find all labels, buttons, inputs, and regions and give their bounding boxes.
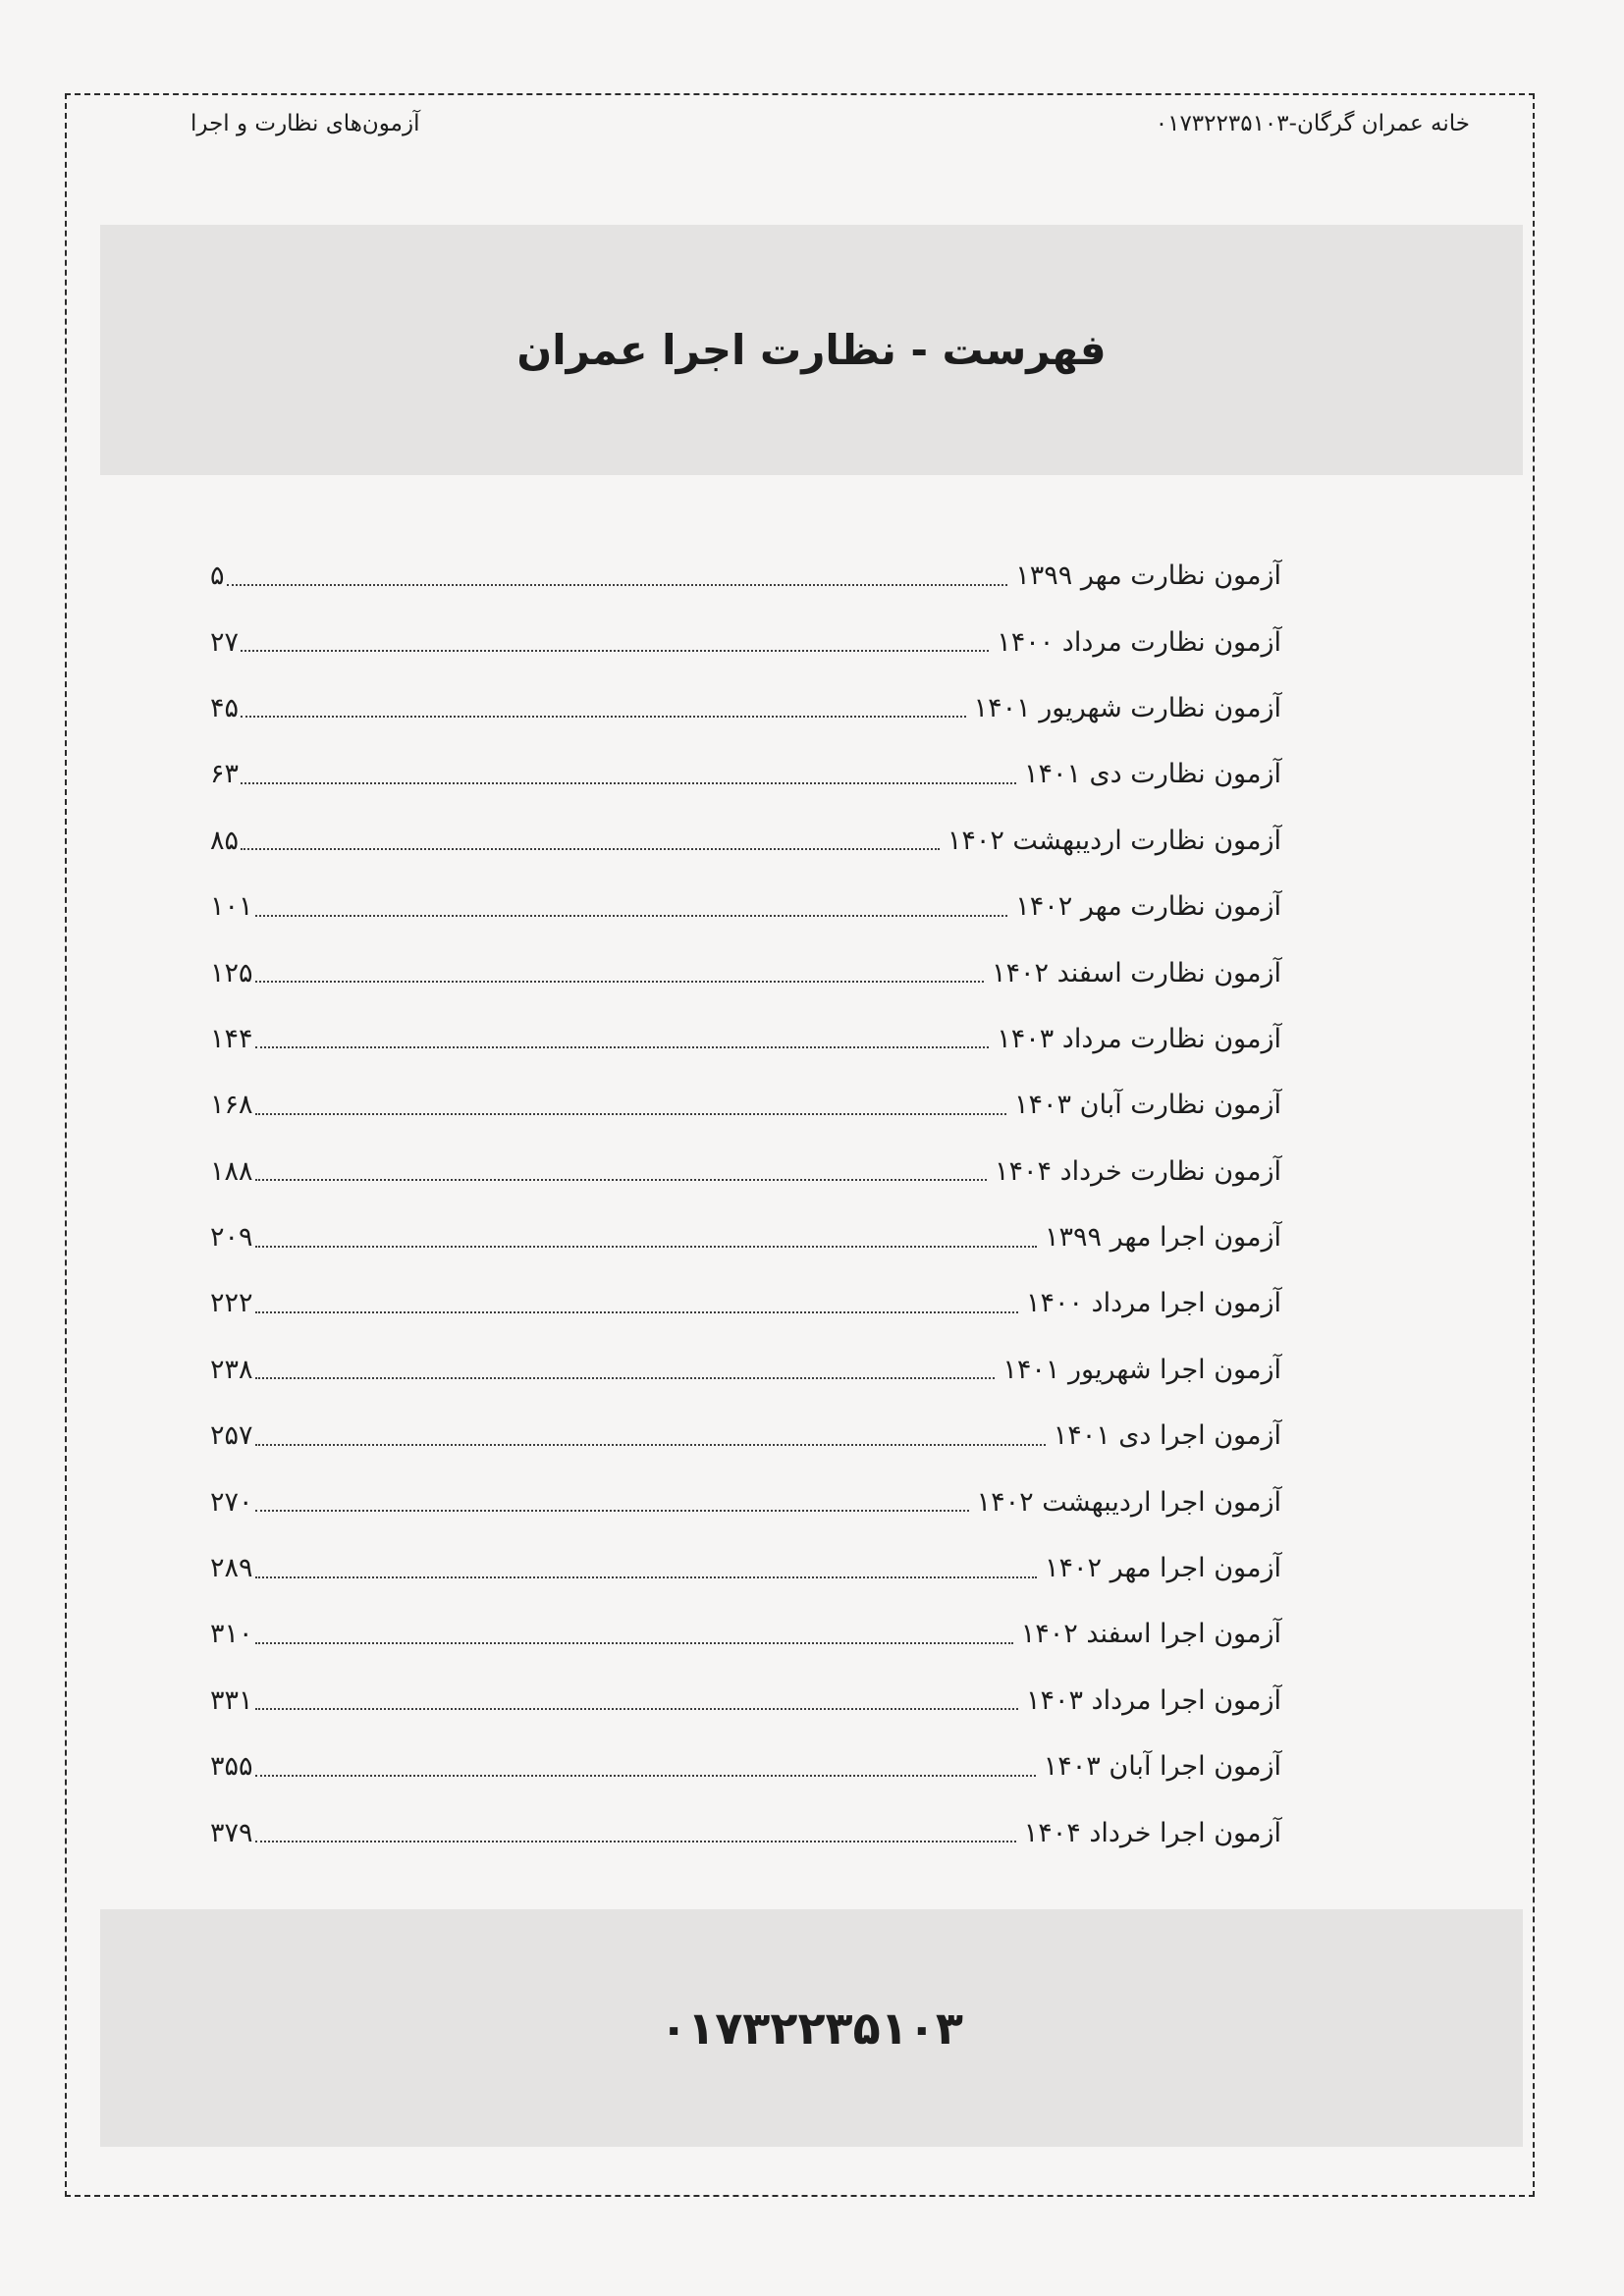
toc-entry-label: آزمون اجرا اسفند ۱۴۰۲ [1020,1619,1281,1650]
toc-dotted-leader [241,650,989,652]
toc-entry[interactable] [210,1468,1281,1534]
toc-dotted-leader [255,1246,1038,1248]
toc-entry-label: آزمون اجرا مهر ۱۳۹۹ [1045,1222,1281,1254]
toc-entry[interactable] [210,675,1281,741]
header-exams-label: آزمون‌های نظارت و اجرا [190,111,420,136]
toc-page-number: ۵ [210,561,225,592]
toc-page-number: ۱۸۸ [210,1155,253,1187]
toc-dotted-leader [255,915,1008,917]
toc-dotted-leader [255,981,984,983]
toc-page-number: ۳۱۰ [210,1619,253,1650]
page-header [67,107,1533,140]
toc-entry[interactable] [210,1139,1281,1204]
toc-entry-label: آزمون اجرا دی ۱۴۰۱ [1053,1420,1281,1452]
toc-dotted-leader [255,1775,1036,1777]
toc-entry-label: آزمون اجرا مهر ۱۴۰۲ [1045,1553,1281,1584]
toc-page-number: ۴۵ [210,692,240,723]
toc-page-number: ۱۰۱ [210,891,253,923]
toc-page-number: ۲۸۹ [210,1553,253,1584]
toc-dotted-leader [255,1046,990,1048]
toc-entry[interactable] [210,1072,1281,1138]
toc-entry[interactable] [210,1403,1281,1468]
toc-page-number: ۶۳ [210,759,240,790]
toc-entry-label: آزمون نظارت مرداد ۱۴۰۰ [997,626,1281,658]
toc-entry[interactable] [210,1668,1281,1734]
toc-entry[interactable] [210,1734,1281,1799]
toc-entry[interactable] [210,1535,1281,1601]
toc-entry-label: آزمون نظارت آبان ۱۴۰۳ [1014,1090,1281,1121]
header-company-phone: خانه عمران گرگان-۰۱۷۳۲۲۳۵۱۰۳ [1155,111,1470,136]
toc-entry[interactable] [210,1601,1281,1667]
toc-page-number: ۳۳۱ [210,1684,253,1716]
toc-entry[interactable] [210,1006,1281,1072]
toc-entry[interactable] [210,1204,1281,1270]
toc-page-number: ۲۰۹ [210,1222,253,1254]
toc-dotted-leader [255,1444,1046,1446]
toc-dotted-leader [255,1841,1016,1842]
toc-entry[interactable] [210,1270,1281,1336]
toc-entry[interactable] [210,1799,1281,1865]
toc-page-number: ۲۲۲ [210,1288,253,1319]
toc-page-number: ۲۵۷ [210,1420,253,1452]
toc-dotted-leader [255,1377,996,1379]
toc-entry-label: آزمون نظارت خرداد ۱۴۰۴ [994,1155,1281,1187]
toc-page-number: ۳۵۵ [210,1751,253,1783]
footer-banner [100,1909,1523,2147]
toc-dotted-leader [241,782,1016,784]
toc-dotted-leader [255,1642,1013,1644]
toc-entry-label: آزمون اجرا مرداد ۱۴۰۰ [1025,1288,1281,1319]
toc-entry[interactable] [210,741,1281,807]
toc-page-number: ۳۷۹ [210,1817,253,1848]
toc-entry[interactable] [210,939,1281,1005]
toc-page-number: ۲۳۸ [210,1354,253,1385]
toc-entry-label: آزمون اجرا خرداد ۱۴۰۴ [1023,1817,1281,1848]
toc-dotted-leader [241,716,966,718]
toc-dotted-leader [255,1510,969,1512]
toc-entry[interactable] [210,1337,1281,1403]
toc-page-number: ۱۲۵ [210,957,253,988]
toc-dotted-leader [227,584,1008,586]
toc-entry-label: آزمون اجرا مرداد ۱۴۰۳ [1025,1684,1281,1716]
toc-entry-label: آزمون نظارت مهر ۱۴۰۲ [1015,891,1281,923]
toc-entry-label: آزمون نظارت اسفند ۱۴۰۲ [992,957,1281,988]
page-dashed-border [65,93,1535,2197]
toc-list [210,543,1281,1866]
toc-page-number: ۱۴۴ [210,1023,253,1054]
toc-entry[interactable] [210,543,1281,609]
toc-entry-label: آزمون نظارت اردیبهشت ۱۴۰۲ [947,825,1281,856]
toc-entry-label: آزمون نظارت دی ۱۴۰۱ [1023,759,1281,790]
toc-dotted-leader [241,848,940,850]
toc-page-number: ۱۶۸ [210,1090,253,1121]
toc-page-number: ۲۷ [210,626,240,658]
footer-phone-number: ۰۱۷۳۲۲۳۵۱۰۳ [660,2002,963,2055]
toc-dotted-leader [255,1179,987,1181]
toc-page-number: ۸۵ [210,825,240,856]
toc-entry-label: آزمون نظارت شهریور ۱۴۰۱ [973,692,1281,723]
toc-dotted-leader [255,1311,1018,1313]
toc-entry-label: آزمون اجرا اردیبهشت ۱۴۰۲ [976,1486,1281,1518]
title-banner [100,225,1523,475]
toc-entry-label: آزمون نظارت مهر ۱۳۹۹ [1015,561,1281,592]
toc-dotted-leader [255,1576,1038,1578]
toc-dotted-leader [255,1708,1018,1710]
toc-entry[interactable] [210,808,1281,874]
toc-entry-label: آزمون اجرا شهریور ۱۴۰۱ [1002,1354,1281,1385]
toc-dotted-leader [255,1113,1007,1115]
toc-page-number: ۲۷۰ [210,1486,253,1518]
toc-entry-label: آزمون اجرا آبان ۱۴۰۳ [1043,1751,1281,1783]
toc-entry[interactable] [210,874,1281,939]
toc-entry-label: آزمون نظارت مرداد ۱۴۰۳ [997,1023,1281,1054]
toc-entry[interactable] [210,609,1281,674]
page-title: فهرست - نظارت اجرا عمران [516,326,1107,374]
